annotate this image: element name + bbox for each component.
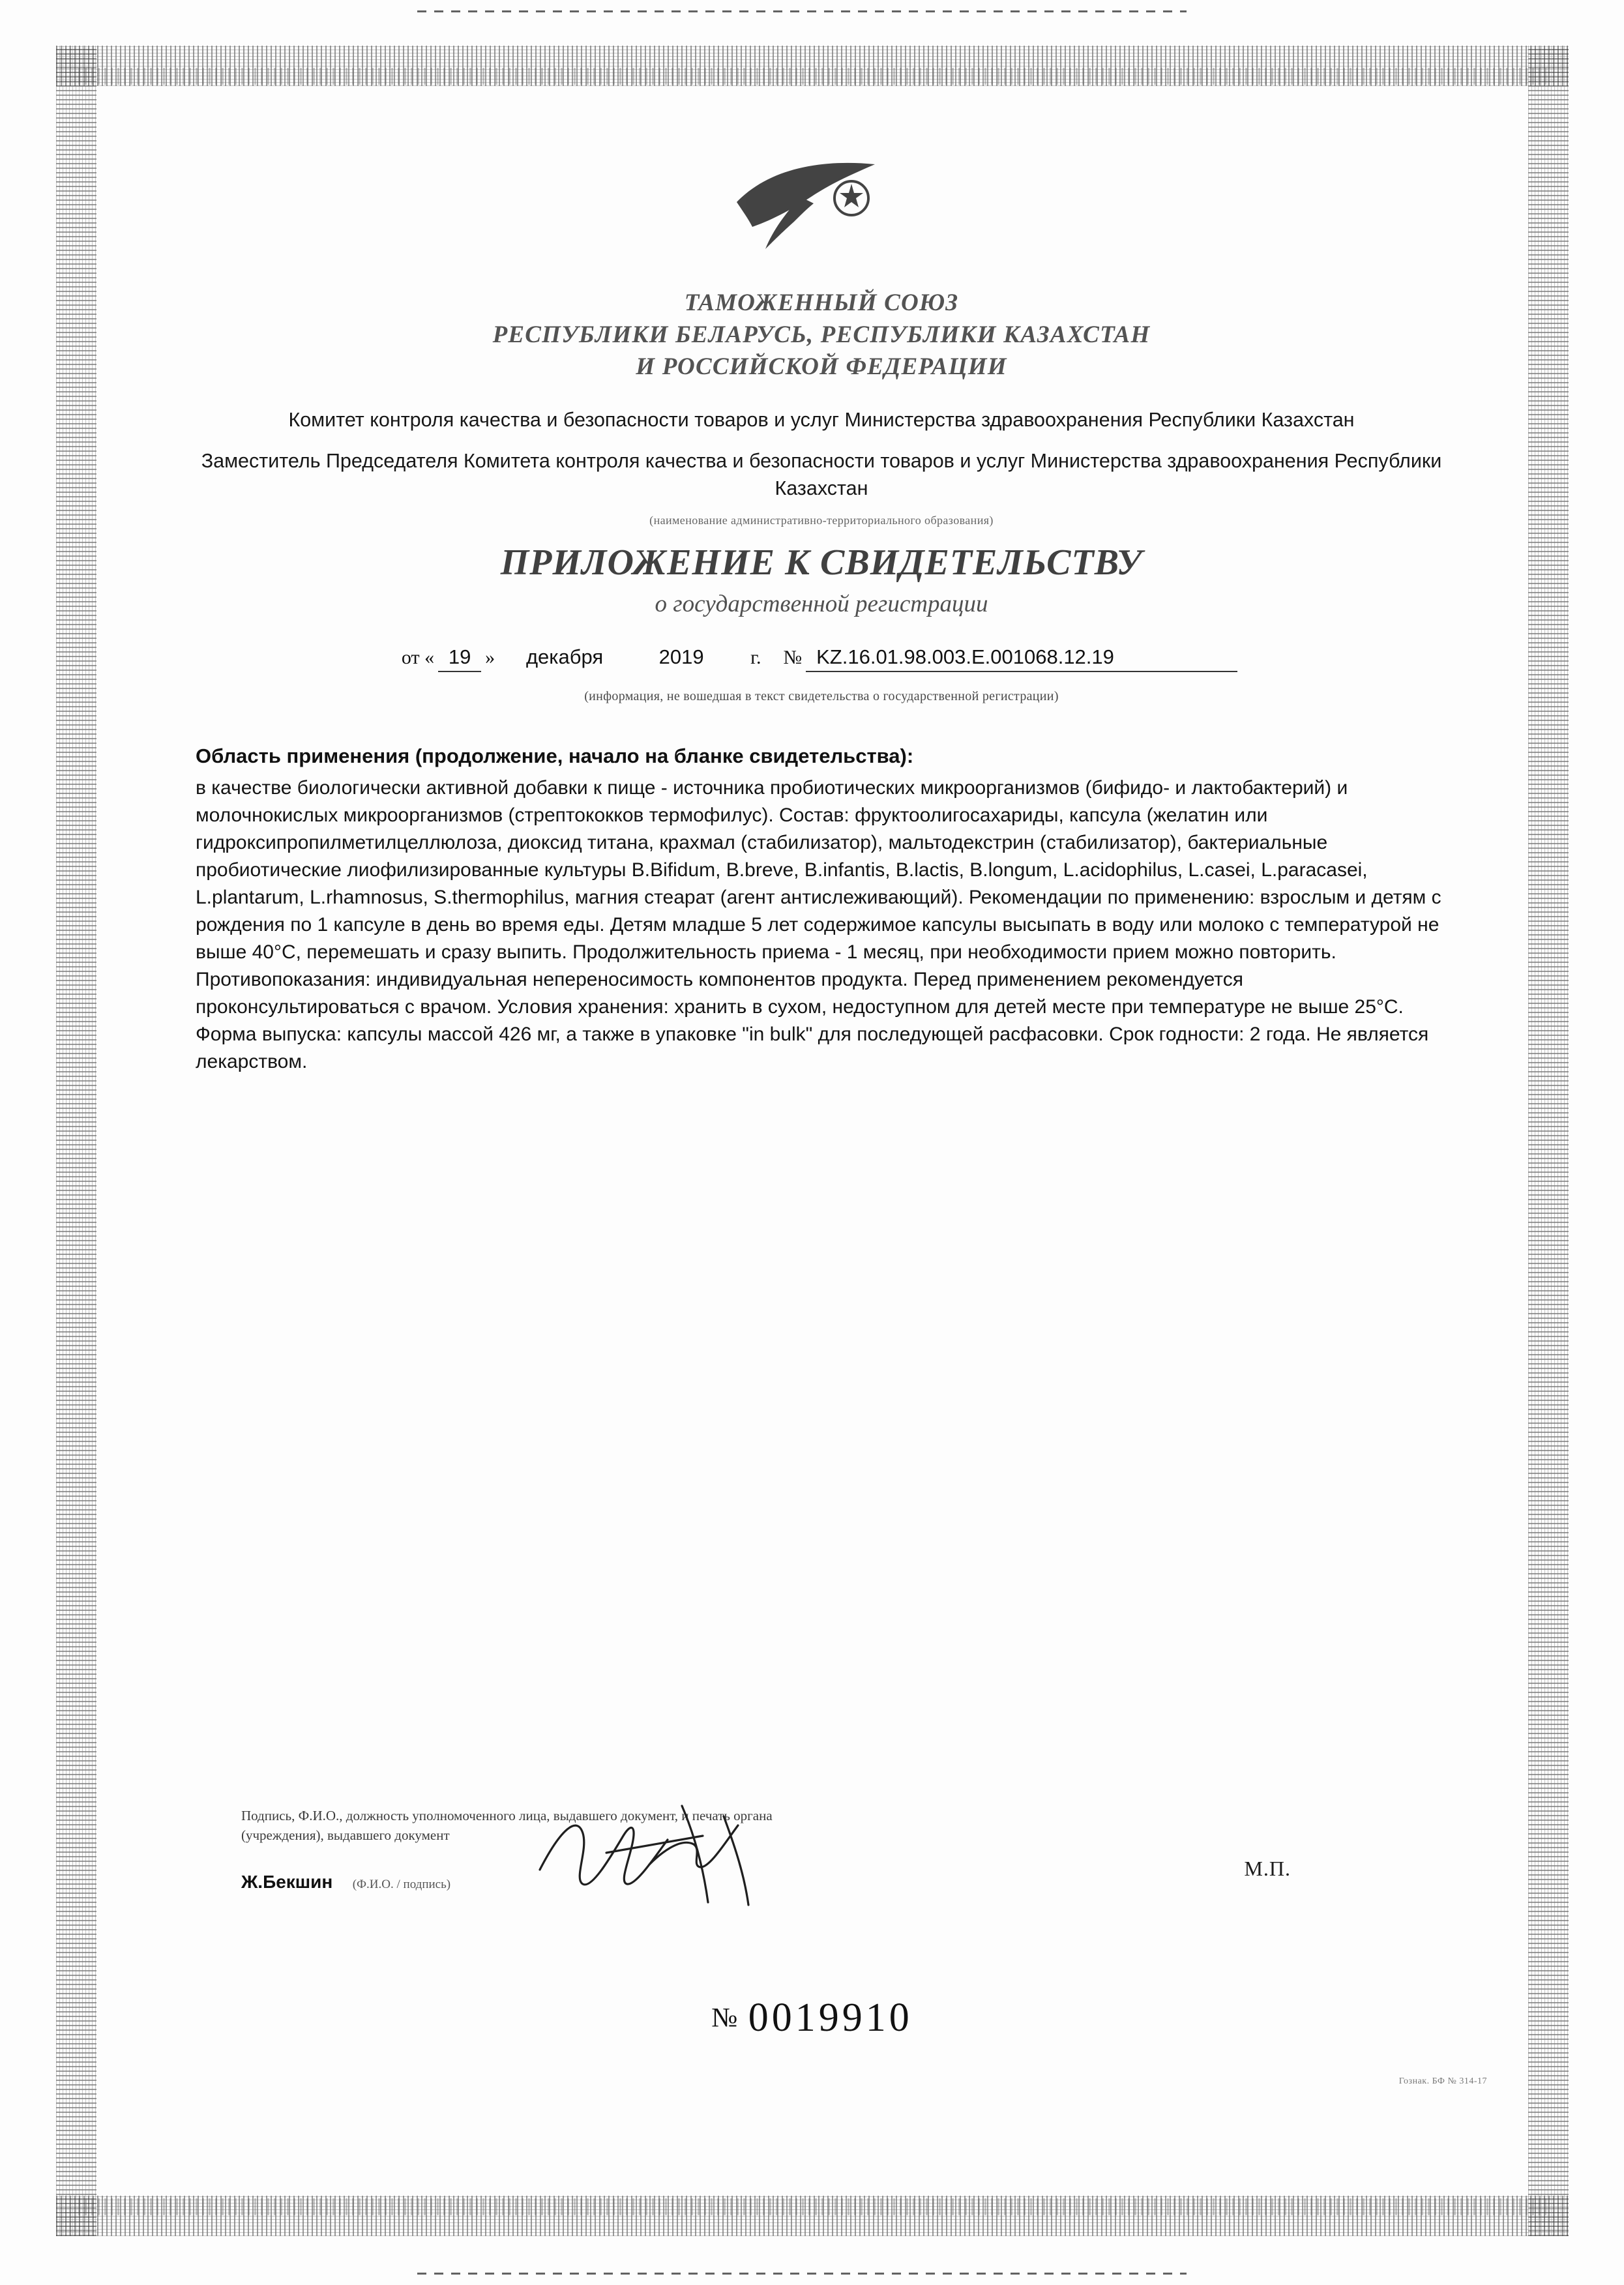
section-heading: Область применения (продолжение, начало на бланке свидетельства): — [196, 744, 914, 767]
customs-union-emblem — [196, 156, 1447, 271]
page-edge-dash-top — [417, 10, 1187, 12]
cu-title-line-3: И РОССИЙСКОЙ ФЕДЕРАЦИИ — [636, 353, 1007, 380]
page-title: ПРИЛОЖЕНИЕ К СВИДЕТЕЛЬСТВУ — [500, 542, 1143, 583]
authority-line-1: Комитет контроля качества и безопасности товаров и услуг Министерства здравоохранения Республики Казахстан — [288, 409, 1355, 432]
page-subtitle: о государственной регистрации — [655, 590, 988, 617]
registration-date-row — [196, 645, 1447, 672]
customs-union-title — [196, 287, 1447, 383]
printing-house-note: Гознак. БФ № 314-17 — [1398, 2076, 1487, 2086]
cu-title-line-2: РЕСПУБЛИКИ БЕЛАРУСЬ, РЕСПУБЛИКИ КАЗАХСТАН — [492, 321, 1151, 348]
quote-close: » — [485, 646, 495, 668]
page-edge-dash-bottom — [417, 2273, 1187, 2275]
serial-number — [0, 1995, 1624, 2041]
stamp-placeholder-label: М.П. — [1244, 1857, 1291, 1880]
date-month-field: декабря — [525, 645, 604, 668]
from-label: от « — [401, 646, 435, 668]
authority-line-2: Заместитель Председателя Комитета контроля качества и безопасности товаров и услуг Министерства здравоохранения Республики Казахстан — [201, 449, 1442, 499]
signer-name: Ж.Бекшин — [241, 1871, 333, 1892]
registration-number: KZ.16.01.98.003.Е.001068.12.19 — [806, 645, 1237, 672]
border-ornament-bottom-inner — [78, 2198, 1546, 2215]
signature-fio-caption: (Ф.И.О. / подпись) — [352, 1877, 451, 1891]
border-ornament-left — [56, 46, 96, 2236]
number-label: № — [783, 646, 803, 668]
body-text: в качестве биологически активной добавки к пище - источника пробиотических микроорганизмов (бифидо- и лактобактерий) и молочнокислых микроорганизмов (стрептококков термофилус). Состав: фруктоолигосахариды, капсула (желатин или гидроксипропилметилцеллюлоза, диоксид титана, крахмал (стабилизатор), мальтодекстрин (стабилизатор), бактериальные пробиотические лиофилизированные культуры B.Bifidum, B.breve, B.infantis, B.lactis, B.longum, L.acidophilus, L.casei, L.paracasei, L.plantarum, L.rhamnosus, S.thermophilus, магния стеарат (агент антислеживающий). Рекомендации по применению: взрослым и детям с рождения по 1 капсуле в день во время еды. Детям младше 5 лет содержимое капсулы высыпать в воду или молоко с температурой не выше 40°С, перемешать и сразу выпить. Продолжительность приема - 1 месяц, при необходимости прием можно повторить. Противопоказания: индивидуальная непереносимость компонентов продукта. Перед применением рекомендуется проконсультироваться с врачом. Условия хранения: хранить в сухом, недоступном для детей месте при температуре не выше 25°С. Форма выпуска: капсулы массой 426 мг, а также в упаковке "in bulk" для последующей расфасовки. Срок годности: 2 года. Не является лекарством. — [196, 776, 1441, 1072]
info-caption: (информация, не вошедшая в текст свидетельства о государственной регистрации) — [584, 688, 1059, 703]
handwritten-signature — [528, 1793, 808, 1920]
signature-caption: Подпись, Ф.И.О., должность уполномоченного лица, выдавшего документ, и печать органа (учреждения), выдавшего документ — [241, 1808, 773, 1844]
city-label: г. — [750, 646, 761, 668]
date-day-field: 19 — [438, 645, 481, 672]
issuing-authority — [196, 406, 1447, 501]
signature-name-row — [241, 1846, 1402, 1893]
date-year-field: 2019 — [658, 645, 704, 668]
serial-prefix: № — [711, 2003, 738, 2033]
signature-area — [241, 1806, 1402, 1893]
document-content — [196, 156, 1447, 1076]
authority-caption: (наименование административно-территориального образования) — [649, 513, 994, 527]
serial-digits: 0019910 — [748, 1996, 913, 2040]
border-ornament-top-inner — [78, 68, 1546, 85]
cu-title-line-1: ТАМОЖЕННЫЙ СОЮЗ — [684, 289, 959, 316]
border-ornament-right — [1528, 46, 1569, 2236]
